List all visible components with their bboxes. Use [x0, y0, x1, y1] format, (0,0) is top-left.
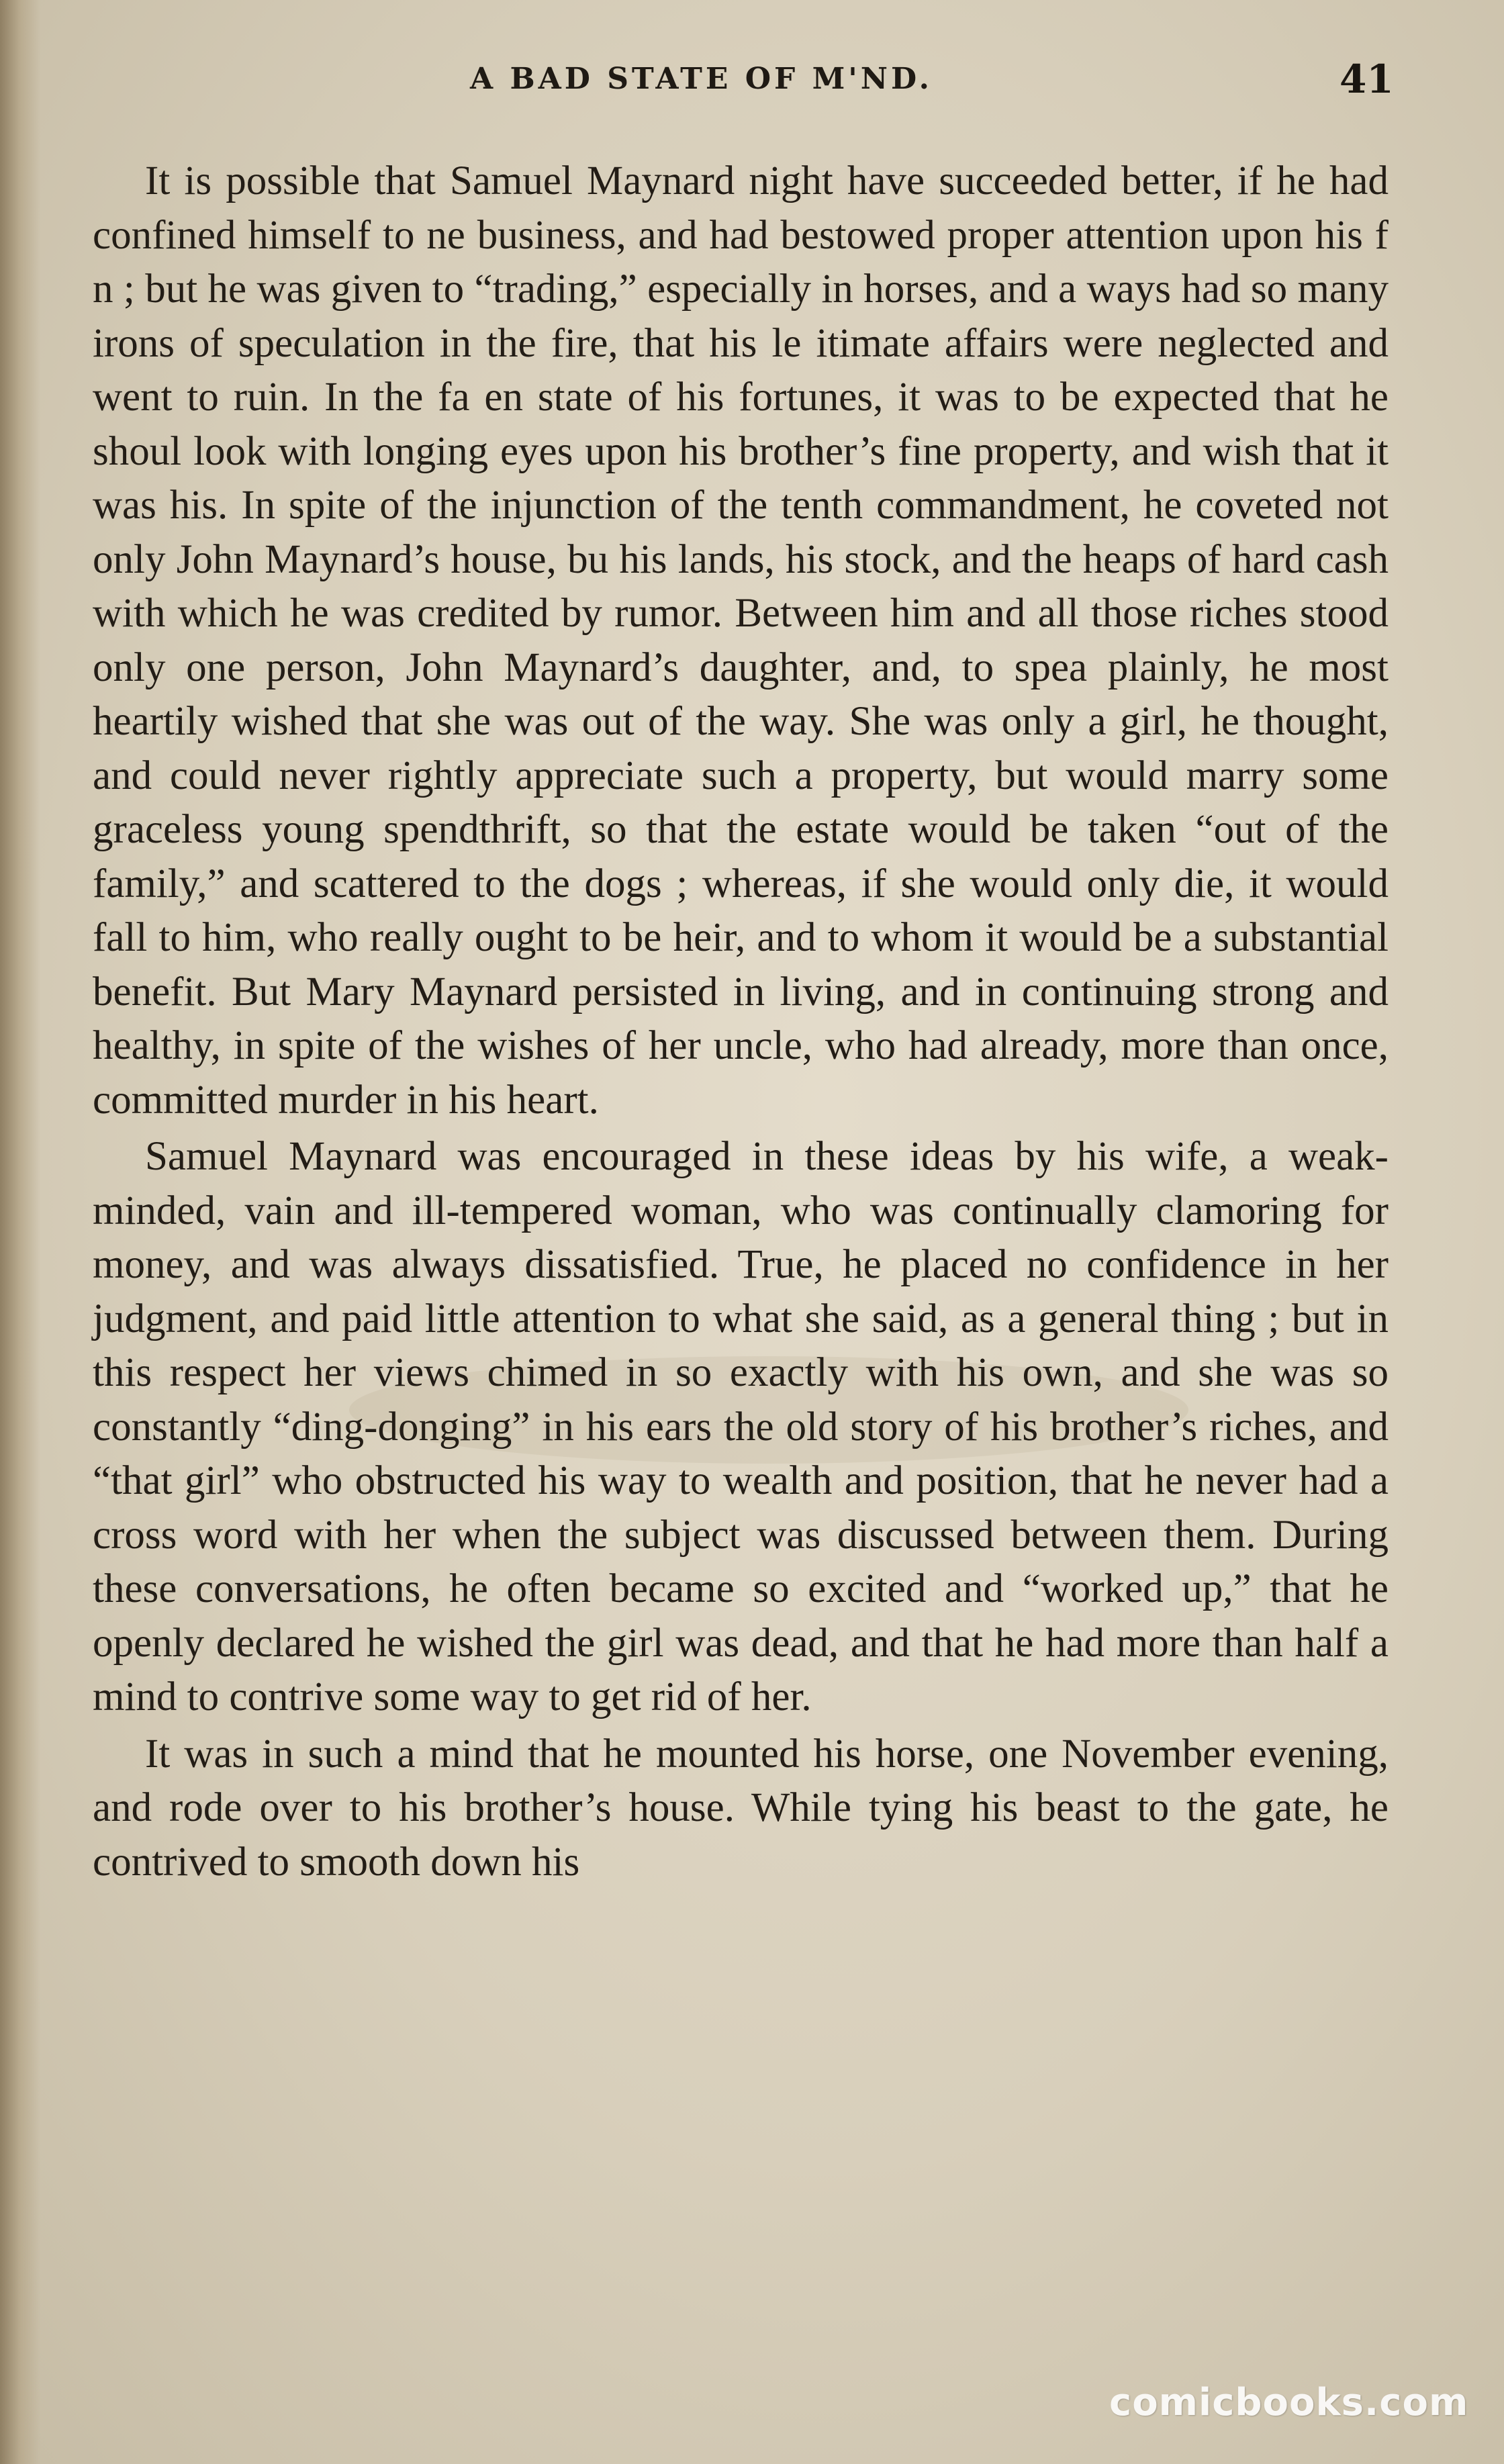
watermark: comicbooks.com	[1109, 2381, 1469, 2424]
paragraph-1: It is possible that Samuel Maynard night have succeeded better, if he had confined himself to ne business, and had bestowed proper attention upon his f n ; but he was given to “trading,” especially in horses, and a ways had so many irons of speculation in the fire, that his le itimate affairs were neglected and went to ruin. In the fa en state of his fortunes, it was to be expected that he shoul look with longing eyes upon his brother’s fine property, and wish that it was his. In spite of the injunction of the tenth commandment, he coveted not only John Maynard’s house, bu his lands, his stock, and the heaps of hard cash with which he was credited by rumor. Between him and all those riches stood only one person, John Maynard’s daughter, and, to spea plainly, he most heartily wished that she was out of the way. She was only a girl, he thought, and could never rightly appreciate such a property, but would marry some graceless young spendthrift, so that the estate would be taken “out of the family,” and scattered to the dogs ; whereas, if she would only die, it would fall to him, who really ought to be heir, and to whom it would be a substantial benefit. But Mary Maynard persisted in living, and in continuing strong and healthy, in spite of the wishes of her uncle, who had already, more than once, committed murder in his heart.	[93, 158, 1389, 1123]
body-text	[93, 154, 1389, 1889]
page-binding-edge	[0, 0, 40, 2464]
running-head	[0, 56, 1504, 109]
paragraph-3: It was in such a mind that he mounted his horse, one November evening, and rode over to his brother’s house. While tying his beast to the gate, he contrived to smooth down his	[93, 1731, 1389, 1885]
paragraph-2: Samuel Maynard was encouraged in these ideas by his wife, a weak-minded, vain and ill-tempered woman, who was continually clamoring for money, and was always dissatisfied. True, he placed no confidence in her judgment, and paid little attention to what she said, as a general thing ; but in this respect her views chimed in so exactly with his own, and she was so constantly “ding-donging” in his ears the old story of his brother’s riches, and “that girl” who obstructed his way to wealth and position, that he never had a cross word with her when the subject was discussed between them. During these conversations, he often became so excited and “worked up,” that he openly declared he wished the girl was dead, and that he had more than half a mind to contrive some way to get rid of her.	[93, 1134, 1389, 1719]
running-title: A BAD STATE OF M'ND.	[470, 62, 933, 96]
page-number: 41	[1340, 56, 1394, 102]
